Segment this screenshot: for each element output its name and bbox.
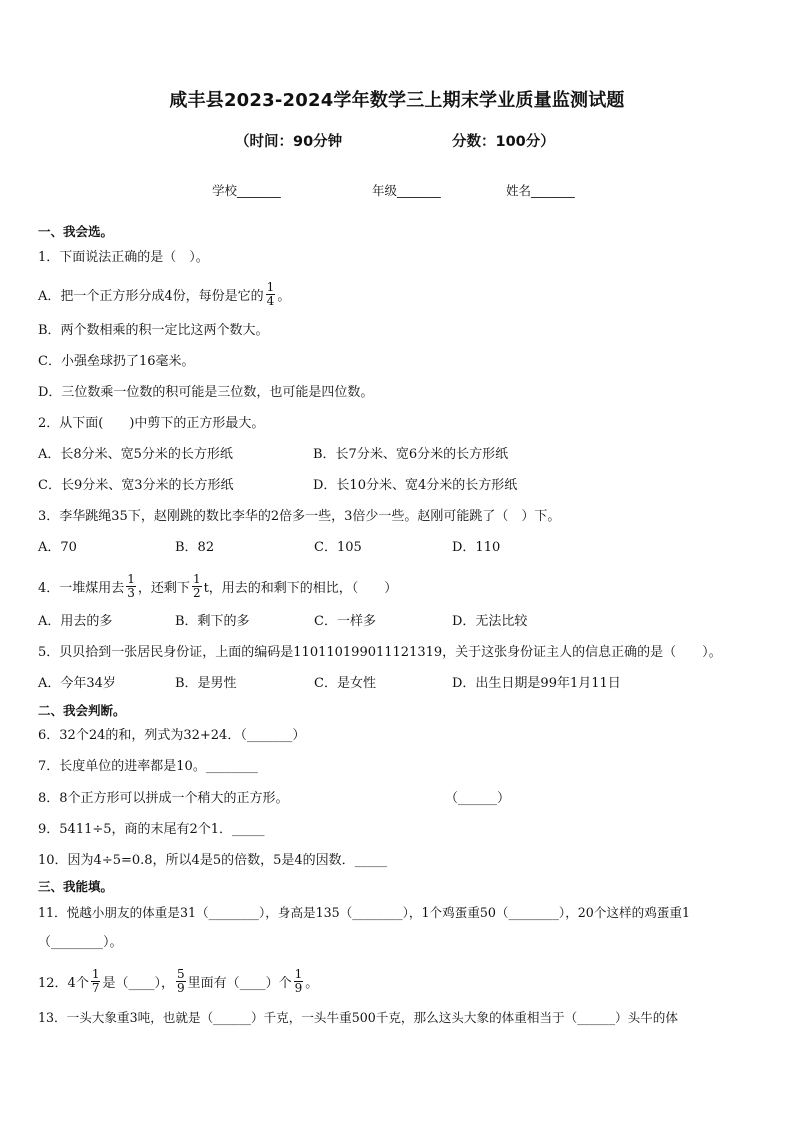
question-3-option-c: C．105 — [314, 540, 362, 555]
section-heading-choose: 一、我会选。 — [38, 224, 114, 239]
fraction-numerator: 1 — [294, 967, 303, 981]
question-4-option-c: C．一样多 — [314, 614, 376, 629]
fraction-denominator: 9 — [176, 981, 185, 995]
question-3-option-b: B．82 — [175, 540, 215, 555]
stem-text: 12．4个 — [38, 976, 89, 991]
exam-title: 咸丰县2023-2024学年数学三上期末学业质量监测试题 — [169, 90, 625, 111]
fraction-numerator: 5 — [176, 967, 185, 981]
question-4-option-b: B．剩下的多 — [175, 614, 250, 629]
stem-text: ，还剩下 — [137, 581, 190, 596]
question-4-option-a: A．用去的多 — [38, 614, 113, 629]
question-2-option-d: D．长10分米、宽4分米的长方形纸 — [313, 478, 518, 493]
question-10: 10．因为4÷5=0.8，所以4是5的倍数，5是4的因数．_____ — [38, 853, 388, 868]
question-5-option-b: B．是男性 — [175, 676, 237, 691]
option-text-end: 。 — [277, 289, 291, 304]
fraction — [192, 573, 202, 600]
question-1-option-c: C．小强垒球扔了16毫米。 — [38, 354, 195, 369]
stem-text: 是（____）， — [102, 976, 174, 991]
stem-text: 4．一堆煤用去 — [38, 581, 125, 596]
fraction — [294, 968, 304, 995]
fraction-denominator: 4 — [266, 294, 275, 308]
question-3-option-d: D．110 — [452, 540, 501, 555]
question-2-option-b: B．长7分米、宽6分米的长方形纸 — [313, 447, 509, 462]
question-3-option-a: A．70 — [38, 540, 77, 555]
question-8-answer-blank[interactable]: （______） — [445, 791, 511, 806]
question-4-stem — [38, 572, 398, 602]
fraction-denominator: 2 — [192, 586, 201, 600]
question-1-option-a — [38, 280, 291, 310]
grade-field: 年级_______ — [372, 183, 441, 198]
question-2-option-c: C．长9分米、宽3分米的长方形纸 — [38, 478, 234, 493]
question-5-option-d: D．出生日期是99年1月11日 — [452, 676, 621, 691]
stem-text: 里面有（____）个 — [187, 976, 292, 991]
exam-time: （时间：90分钟 — [235, 134, 343, 150]
question-5-option-c: C．是女性 — [314, 676, 376, 691]
question-8: 8．8个正方形可以拼成一个稍大的正方形。 — [38, 791, 289, 806]
question-2-stem: 2．从下面( )中剪下的正方形最大。 — [38, 416, 265, 431]
option-text: A．把一个正方形分成4份，每份是它的 — [38, 289, 264, 304]
question-11-line-1: 11．悦越小朋友的体重是31（________），身高是135（________），1个鸡蛋重50（________），20个这样的鸡蛋重1 — [38, 905, 690, 920]
name-field: 姓名_______ — [506, 183, 575, 198]
question-13: 13．一头大象重3吨，也就是（______）千克，一头牛重500千克，那么这头大象的体重相当于（______）头牛的体 — [38, 1010, 678, 1025]
question-1-option-d: D．三位数乘一位数的积可能是三位数，也可能是四位数。 — [38, 385, 374, 400]
fraction-denominator: 9 — [294, 981, 303, 995]
fraction-numerator: 1 — [91, 967, 100, 981]
question-1-option-b: B．两个数相乘的积一定比这两个数大。 — [38, 323, 269, 338]
question-4-option-d: D．无法比较 — [452, 614, 528, 629]
question-11-line-2: （________）。 — [38, 935, 123, 950]
fraction-numerator: 1 — [127, 572, 135, 586]
fraction — [176, 968, 186, 995]
stem-text: t，用去的和剩下的相比，（ ） — [203, 581, 398, 596]
fraction — [126, 573, 136, 600]
fraction-denominator: 3 — [127, 586, 135, 600]
question-1-stem: 1．下面说法正确的是（ ）。 — [38, 250, 209, 265]
question-5-option-a: A．今年34岁 — [38, 676, 116, 691]
question-7: 7．长度单位的进率都是10。________ — [38, 759, 258, 774]
question-6: 6．32个24的和，列式为32+24．（_______） — [38, 728, 306, 743]
fraction-numerator: 1 — [192, 572, 201, 586]
section-heading-fill: 三、我能填。 — [38, 879, 114, 894]
question-12 — [38, 967, 319, 997]
fraction — [266, 281, 276, 308]
stem-text: 。 — [305, 976, 319, 991]
question-9: 9．5411÷5，商的末尾有2个1．_____ — [38, 822, 265, 837]
section-heading-judge: 二、我会判断。 — [38, 703, 126, 718]
question-5-stem: 5．贝贝拾到一张居民身份证，上面的编码是110110199011121319，关于这张身份证主人的信息正确的是（ ）。 — [38, 645, 722, 660]
fraction-numerator: 1 — [266, 280, 275, 294]
question-3-stem: 3．李华跳绳35下，赵刚跳的数比李华的2倍多一些，3倍少一些。赵刚可能跳了（ ）下。 — [38, 509, 561, 524]
school-field: 学校_______ — [212, 183, 281, 198]
question-2-option-a: A．长8分米、宽5分米的长方形纸 — [38, 447, 233, 462]
fraction — [91, 968, 101, 995]
fraction-denominator: 7 — [91, 981, 100, 995]
exam-score: 分数：100分） — [452, 134, 555, 150]
